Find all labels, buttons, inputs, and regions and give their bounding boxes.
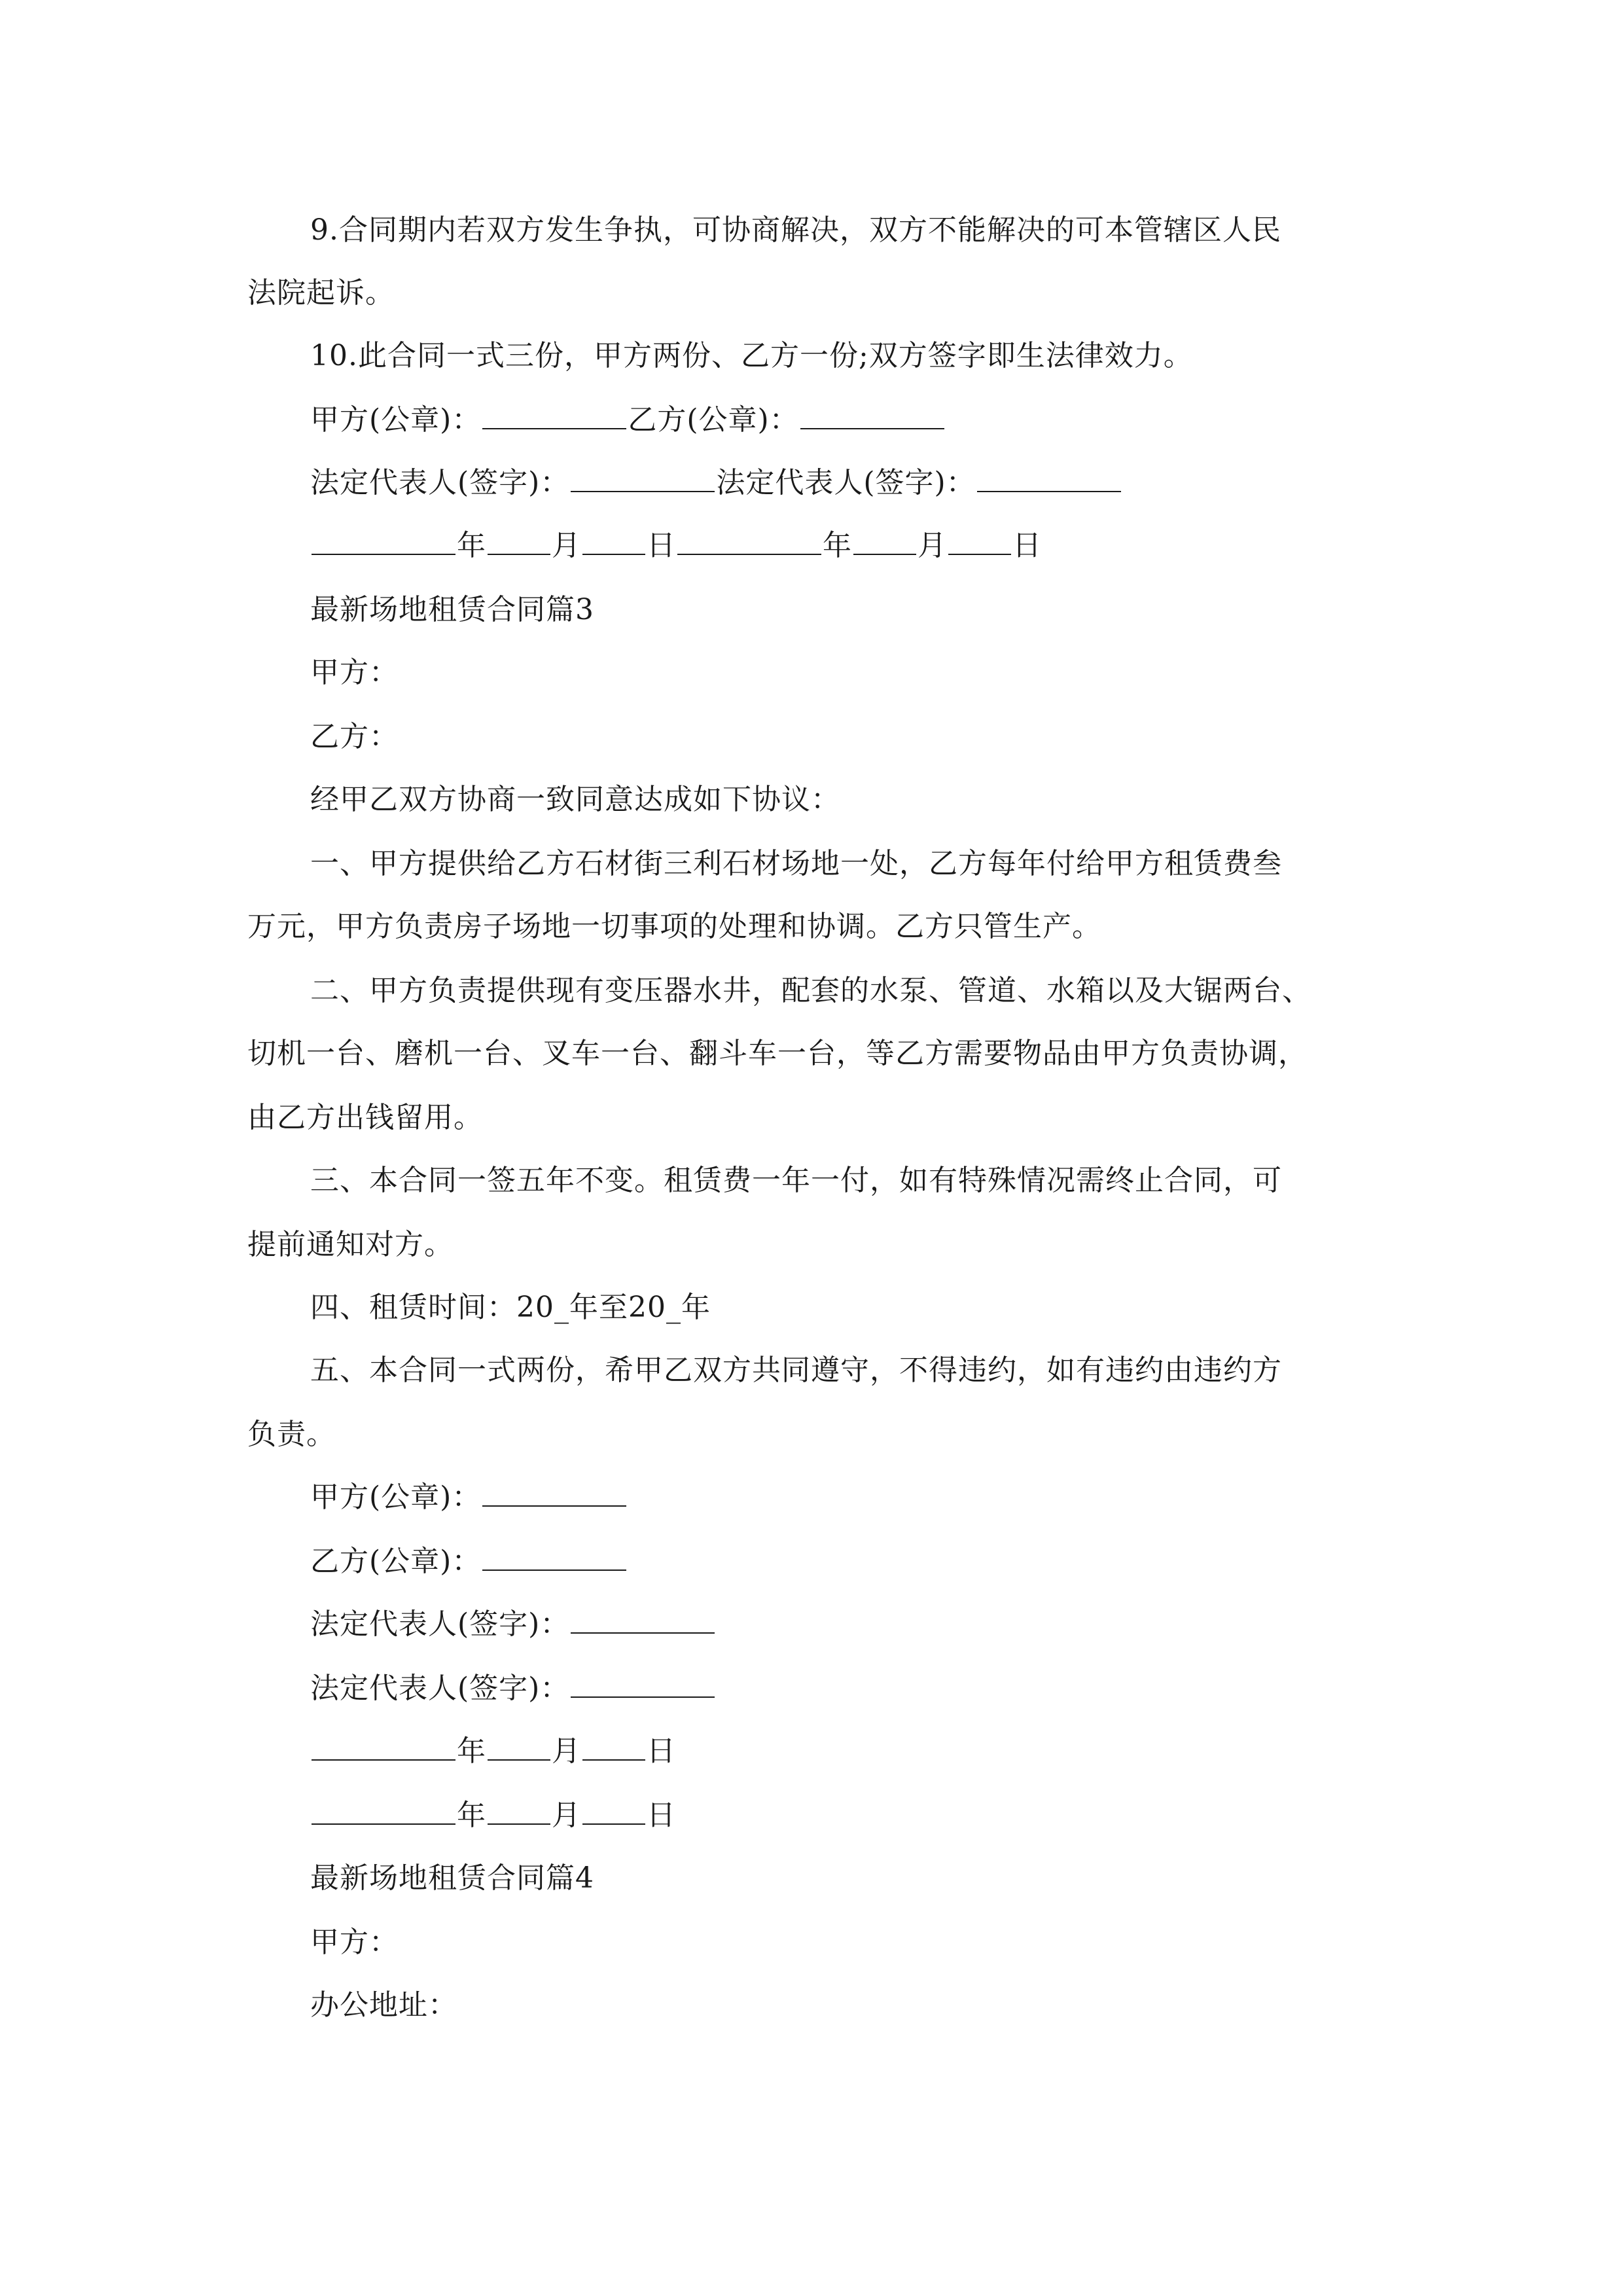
rep-b-blank[interactable]: [977, 490, 1121, 492]
section3-date2-year-label: 年: [457, 1799, 486, 1832]
section3-item2-line2: 切机一台、磨机一台、叉车一台、翻斗车一台，等乙方需要物品由甲方负责协调，: [247, 1037, 1308, 1070]
section3-item2-line1: 二、甲方负责提供现有变压器水井，配套的水泵、管道、水箱以及大锯两台、: [310, 974, 1311, 1007]
section4-title: 最新场地租赁合同篇4: [310, 1861, 594, 1895]
section3-rep-b-label: 法定代表人(签字)：: [310, 1672, 570, 1705]
section3-date2-month-blank[interactable]: [488, 1823, 550, 1825]
date-b-day-blank[interactable]: [948, 553, 1011, 555]
section3-date2-month-label: 月: [552, 1799, 581, 1832]
clause9-line2: 法院起诉。: [247, 276, 395, 310]
section3-sig-party-b: [310, 1542, 628, 1581]
section3-date1-month-blank[interactable]: [488, 1759, 550, 1761]
date-a-month-label: 月: [552, 529, 581, 562]
section4-party-a: 甲方：: [310, 1926, 399, 1959]
clause10: 10.此合同一式三份，甲方两份、乙方一份;双方签字即生法律效力。: [310, 339, 1193, 372]
rep-a-label: 法定代表人(签字)：: [310, 466, 570, 499]
section3-item4: 四、租赁时间：20_年至20_年: [310, 1291, 711, 1324]
rep-a-blank[interactable]: [571, 490, 715, 492]
section3-party-b-seal-blank[interactable]: [482, 1569, 626, 1571]
section3-item1-line1: 一、甲方提供给乙方石材街三利石材场地一处，乙方每年付给甲方租赁费叁: [310, 847, 1282, 880]
section3-sig-party-a: [310, 1478, 628, 1517]
section3-date2-day-blank[interactable]: [582, 1823, 645, 1825]
date-b-year-label: 年: [823, 529, 852, 562]
date-a-day-label: 日: [647, 529, 676, 562]
section3-item3-line1: 三、本合同一签五年不变。租赁费一年一付，如有特殊情况需终止合同，可: [310, 1164, 1282, 1197]
section3-item5-line2: 负责。: [247, 1418, 336, 1451]
clause9-line1: 9.合同期内若双方发生争执，可协商解决，双方不能解决的可本管辖区人民: [310, 213, 1281, 247]
section3-item2-line3: 由乙方出钱留用。: [247, 1101, 483, 1134]
section3-item3-line2: 提前通知对方。: [247, 1228, 454, 1261]
date-a-month-blank[interactable]: [488, 553, 550, 555]
section3-date1-day-blank[interactable]: [582, 1759, 645, 1761]
section3-party-a-seal-blank[interactable]: [482, 1505, 626, 1507]
section3-sig-rep-a: [310, 1605, 716, 1644]
date-b-month-label: 月: [918, 529, 947, 562]
section3-date2-day-label: 日: [647, 1799, 676, 1832]
date-a-day-blank[interactable]: [582, 553, 645, 555]
section3-date1-year-label: 年: [457, 1734, 486, 1768]
party-b-seal-blank[interactable]: [800, 427, 944, 429]
section3-party-a: 甲方：: [310, 656, 399, 689]
date-b-day-label: 日: [1012, 529, 1042, 562]
section3-item1-line2: 万元，甲方负责房子场地一切事项的处理和协调。乙方只管生产。: [247, 910, 1101, 943]
section3-date1-year-blank[interactable]: [312, 1759, 455, 1761]
date-b-month-blank[interactable]: [853, 553, 916, 555]
section3-date1-month-label: 月: [552, 1734, 581, 1768]
section3-party-b: 乙方：: [310, 720, 399, 753]
section3-title: 最新场地租赁合同篇3: [310, 593, 594, 626]
date-a-year-label: 年: [457, 529, 486, 562]
section3-date-row-1: [310, 1732, 676, 1771]
section3-intro: 经甲乙双方协商一致同意达成如下协议：: [310, 783, 840, 816]
party-a-seal-label: 甲方(公章)：: [310, 403, 482, 437]
section3-party-a-seal-label: 甲方(公章)：: [310, 1480, 482, 1514]
section3-rep-a-blank[interactable]: [571, 1632, 715, 1634]
signature-reps-row: [310, 463, 1122, 503]
section3-date1-day-label: 日: [647, 1734, 676, 1768]
signature-dates-row: [310, 526, 1042, 565]
signature-seals-row: [310, 401, 946, 440]
party-a-seal-blank[interactable]: [482, 427, 626, 429]
section3-date-row-2: [310, 1796, 676, 1835]
section3-date2-year-blank[interactable]: [312, 1823, 455, 1825]
section3-sig-rep-b: [310, 1669, 716, 1708]
section3-item5-line1: 五、本合同一式两份，希甲乙双方共同遵守，不得违约，如有违约由违约方: [310, 1354, 1282, 1387]
rep-b-label: 法定代表人(签字)：: [716, 466, 976, 499]
date-a-year-blank[interactable]: [312, 553, 455, 555]
party-b-seal-label: 乙方(公章)：: [628, 403, 799, 437]
section3-party-b-seal-label: 乙方(公章)：: [310, 1545, 482, 1578]
section4-office-address: 办公地址：: [310, 1988, 457, 2022]
section3-rep-a-label: 法定代表人(签字)：: [310, 1607, 570, 1641]
section3-rep-b-blank[interactable]: [571, 1696, 715, 1698]
date-b-year-blank[interactable]: [677, 553, 821, 555]
